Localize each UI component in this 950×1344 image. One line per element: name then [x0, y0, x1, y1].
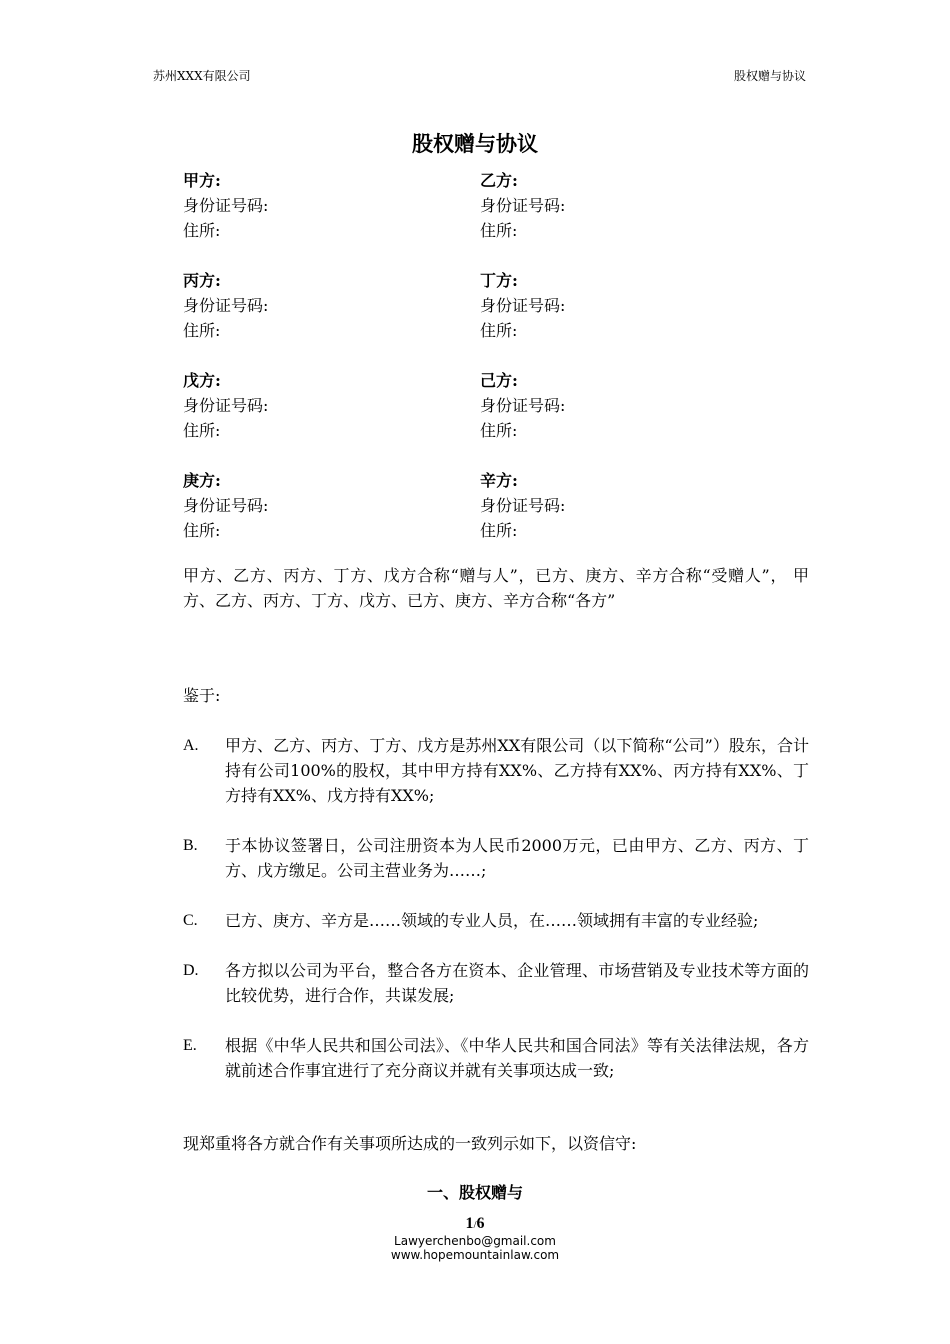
- party-bing: [183, 268, 480, 368]
- whereas-label: C.: [183, 912, 198, 929]
- page-current: 1: [465, 1215, 474, 1232]
- party-row: [183, 468, 823, 568]
- section-heading: 一、股权赠与: [426, 1183, 523, 1202]
- party-name: 庚方:: [183, 471, 221, 490]
- party-row: [183, 168, 823, 268]
- whereas-label: B.: [183, 837, 198, 854]
- party-name: 丙方:: [183, 271, 221, 290]
- party-ji: [480, 368, 777, 468]
- whereas-label: E.: [183, 1037, 197, 1054]
- party-name: 甲方:: [183, 171, 221, 190]
- party-jia: [183, 168, 480, 268]
- whereas-text: 已方、庚方、辛方是……领域的专业人员，在……领域拥有丰富的专业经验;: [225, 911, 759, 930]
- whereas-item: [183, 958, 809, 1008]
- page-total: 6: [476, 1215, 485, 1232]
- footer-website: www.hopemountainlaw.com: [390, 1248, 560, 1262]
- party-address-label: 住所:: [183, 421, 221, 440]
- party-id-label: 身份证号码:: [183, 496, 269, 515]
- whereas-text: 于本协议签署日，公司注册资本为人民币2000万元，已由甲方、乙方、丙方、丁方、戊方缴足。公司主营业务为……;: [225, 836, 809, 880]
- parties-block: [183, 168, 823, 568]
- party-row: [183, 368, 823, 468]
- party-address-label: 住所:: [183, 321, 221, 340]
- conclusion-paragraph: 现郑重将各方就合作有关事项所达成的一致列示如下，以资信守:: [183, 1134, 637, 1153]
- party-name: 己方:: [480, 371, 518, 390]
- party-geng: [183, 468, 480, 568]
- party-address-label: 住所:: [480, 221, 518, 240]
- party-ding: [480, 268, 777, 368]
- party-wu: [183, 368, 480, 468]
- party-id-label: 身份证号码:: [183, 296, 269, 315]
- party-id-label: 身份证号码:: [480, 196, 566, 215]
- header-company: 苏州XXX有限公司: [153, 69, 251, 83]
- whereas-item: [183, 908, 809, 933]
- footer-email: Lawyerchenbo@gmail.com: [394, 1234, 556, 1248]
- party-address-label: 住所:: [480, 421, 518, 440]
- party-id-label: 身份证号码:: [480, 296, 566, 315]
- party-address-label: 住所:: [480, 321, 518, 340]
- document-title: 股权赠与协议: [412, 131, 538, 156]
- party-id-label: 身份证号码:: [480, 396, 566, 415]
- party-id-label: 身份证号码:: [183, 196, 269, 215]
- parties-summary: 甲方、乙方、丙方、丁方、戊方合称“赠与人”，已方、庚方、辛方合称“受赠人”， 甲方、乙方、丙方、丁方、戊方、已方、庚方、辛方合称“各方”: [183, 566, 809, 610]
- party-id-label: 身份证号码:: [480, 496, 566, 515]
- party-name: 辛方:: [480, 471, 518, 490]
- whereas-item: [183, 1033, 809, 1083]
- party-id-label: 身份证号码:: [183, 396, 269, 415]
- party-name: 丁方:: [480, 271, 518, 290]
- party-address-label: 住所:: [480, 521, 518, 540]
- whereas-text: 甲方、乙方、丙方、丁方、戊方是苏州XX有限公司（以下简称“公司”）股东，合计持有公司100%的股权，其中甲方持有XX%、乙方持有XX%、丙方持有XX%、丁方持有XX%、戊方持有XX%;: [225, 736, 809, 805]
- header-doc-title: 股权赠与协议: [733, 69, 806, 83]
- page-number: [0, 1215, 950, 1233]
- party-name: 乙方:: [480, 171, 518, 190]
- whereas-label: A.: [183, 737, 199, 754]
- whereas-item: [183, 733, 809, 808]
- whereas-label: D.: [183, 962, 199, 979]
- whereas-text: 各方拟以公司为平台，整合各方在资本、企业管理、市场营销及专业技术等方面的比较优势，进行合作，共谋发展;: [225, 961, 809, 1005]
- whereas-heading: 鉴于:: [183, 686, 221, 705]
- party-address-label: 住所:: [183, 521, 221, 540]
- whereas-text: 根据《中华人民共和国公司法》、《中华人民共和国合同法》等有关法律法规，各方就前述合作事宜进行了充分商议并就有关事项达成一致;: [225, 1036, 809, 1080]
- party-name: 戊方:: [183, 371, 221, 390]
- party-row: [183, 268, 823, 368]
- whereas-list: [183, 733, 809, 1108]
- page-separator: /: [473, 1219, 477, 1231]
- whereas-item: [183, 833, 809, 883]
- party-xin: [480, 468, 777, 568]
- party-yi: [480, 168, 777, 268]
- party-address-label: 住所:: [183, 221, 221, 240]
